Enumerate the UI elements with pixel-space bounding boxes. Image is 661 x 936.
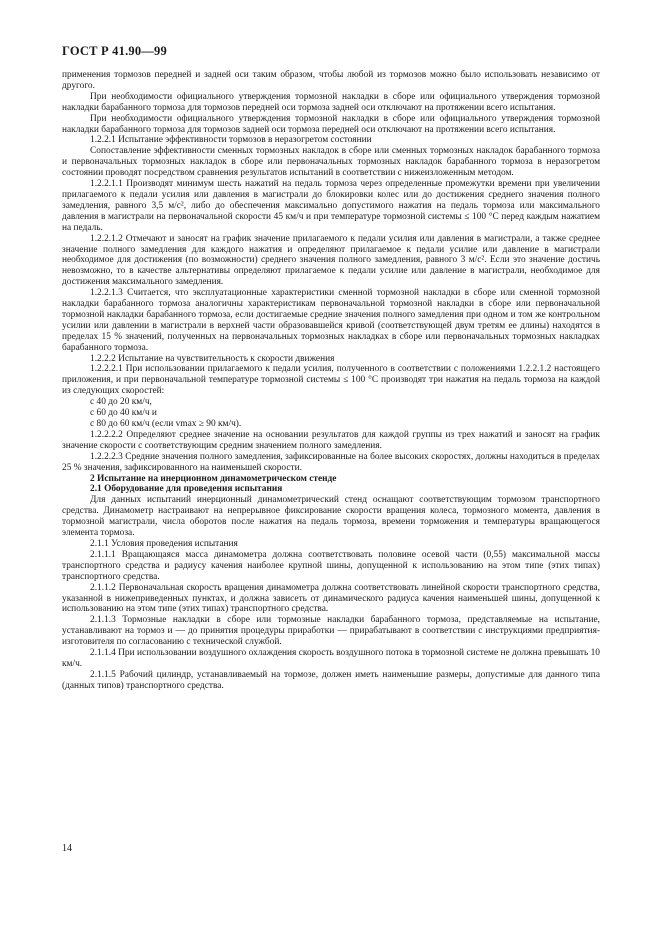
paragraph: 1.2.2.1.3 Считается, что эксплуатационные характеристики сменной тормозной накладки в сборе или сменной тормозной накладки барабанного тормоза аналогичны характеристикам первоначальной тормозной накладки в сборе или первоначальной тормозной накладки барабанного тормоза, если достигаемые средние значения полного замедления при одном и том же контрольном усилии или давлении в магистрали в верхней части образовавшейся кривой (соответствующей двум третям ее длины) находятся в пределах 15 % значений, полученных на первоначальных тормозных накладках в сборе или первоначальных тормозных накладках барабанного тормоза.	[62, 288, 600, 353]
paragraph: 1.2.2.1 Испытание эффективности тормозов в неразогретом состоянии	[90, 135, 372, 146]
paragraph: 1.2.2.2 Испытание на чувствительность к скорости движения	[90, 353, 335, 364]
paragraph: 1.2.2.1.1 Производят минимум шесть нажатий на педаль тормоза через определенные промежутки времени при увеличении прилагаемого к педали усилия или давления в магистрали до блокировки колес или до достижения среднего значения полного замедления, равного 3,5 м/с², либо до обеспечения максимально допустимого нажатия на педаль тормоза или максимального давления в магистрали на первоначальной скорости 45 км/ч и при температуре тормозной системы ≤ 100 °С перед каждым нажатием на педаль.	[62, 179, 600, 233]
page-number: 14	[62, 843, 72, 854]
subsection-heading: 2.1 Оборудование для проведения испытания	[90, 484, 283, 495]
paragraph: 2.1.1.5 Рабочий цилиндр, устанавливаемый на тормозе, должен иметь наименьшие размеры, допустимые для данного типа (данных типов) транспортного средства.	[62, 669, 600, 691]
list-item: с 60 до 40 км/ч и	[90, 408, 157, 419]
paragraph: При необходимости официального утверждения тормозной накладки в сборе или официального утверждения тормозной накладки барабанного тормоза для тормозов передней оси тормоза задней оси отключают на протяжении всего испытания.	[62, 91, 600, 113]
paragraph: Для данных испытаний инерционный динамометрический стенд оснащают соответствующим тормозом транспортного средства. Динамометр настраивают на непрерывное фиксирование скорости вращения колеса, тормозного момента, давления в тормозной магистрали, числа оборотов после нажатия на педаль тормоза, времени торможения и температуры вращающегося элемента тормоза.	[62, 495, 600, 539]
document-body	[62, 70, 600, 692]
paragraph: 1.2.2.2.1 При использовании прилагаемого к педали усилия, полученного в соответствии с положениями 1.2.2.1.2 настоящего приложения, и при первоначальной температуре тормозной системы ≤ 100 °С производят три нажатия на педаль тормоза на каждой из следующих скоростей:	[62, 364, 600, 397]
paragraph: применения тормозов передней и задней оси таким образом, чтобы любой из тормозов можно было использовать независимо от другого.	[62, 70, 600, 91]
list-item: с 80 до 60 км/ч (если vmax ≥ 90 км/ч).	[90, 419, 242, 429]
document-header: ГОСТ Р 41.90—99	[62, 44, 167, 58]
paragraph: 2.1.1.1 Вращающаяся масса динамометра должна соответствовать половине осевой части (0,55) максимальной массы транспортного средства и радиусу качения наиболее крупной шины, допущенной к использованию на этом типе (этих типах) транспортного средства.	[62, 549, 600, 582]
paragraph: При необходимости официального утверждения тормозной накладки в сборе или официального утверждения тормозной накладки барабанного тормоза для тормозов задней оси тормоза передней оси отключают на протяжении всего испытания.	[62, 113, 600, 135]
paragraph: 2.1.1.2 Первоначальная скорость вращения динамометра должна соответствовать линейной скорости транспортного средства, указанной в нижеприведенных пунктах, и должна зависеть от динамического радиуса качения наименьшей шины, допущенной к использованию на этом типе (этих типах) транспортного средства.	[62, 582, 600, 615]
paragraph: 1.2.2.2.3 Средние значения полного замедления, зафиксированные на более высоких скоростях, должны находиться в пределах 25 % значения, зафиксированного на наименьшей скорости.	[62, 451, 600, 473]
section-heading: 2 Испытание на инерционном динамометрическом стенде	[90, 473, 337, 484]
paragraph: Сопоставление эффективности сменных тормозных накладок в сборе или сменных тормозных накладок барабанного тормоза и первоначальных тормозных накладок в сборе или первоначальных тормозных накладок барабанного тормоза в неразогретом состоянии проводят посредством сравнения результатов испытаний в соответствии с нижеизложенным методом.	[62, 146, 600, 179]
paragraph: 1.2.2.2.2 Определяют среднее значение на основании результатов для каждой группы из трех нажатий и заносят на график значение скорости с соответствующим средним значением полного замедления.	[62, 429, 600, 451]
paragraph: 2.1.1.4 При использовании воздушного охлаждения скорость воздушного потока в тормозной системе не должна превышать 10 км/ч.	[62, 648, 600, 669]
paragraph: 2.1.1 Условия проведения испытания	[90, 538, 238, 549]
paragraph: 2.1.1.3 Тормозные накладки в сборе или тормозные накладки барабанного тормоза, представляемые на испытание, устанавливают на тормоз и — до принятия процедуры приработки — прирабатывают в соответствии с инструкциями предприятия-изготовителя по согласованию с технической службой.	[62, 615, 600, 648]
list-item: с 40 до 20 км/ч,	[90, 397, 152, 408]
paragraph: 1.2.2.1.2 Отмечают и заносят на график значение прилагаемого к педали усилия или давления в магистрали, а также среднее значение полного замедления для каждого нажатия и определяют прилагаемое к педали усилие или давление в магистрали необходимое для достижения (по возможности) среднего значения полного замедления, равного 3 м/с². Если это значение достичь невозможно, то в качестве альтернативы определяют прилагаемое к педали усилие или давление в магистрали, необходимое для достижения максимального замедления.	[62, 233, 600, 288]
